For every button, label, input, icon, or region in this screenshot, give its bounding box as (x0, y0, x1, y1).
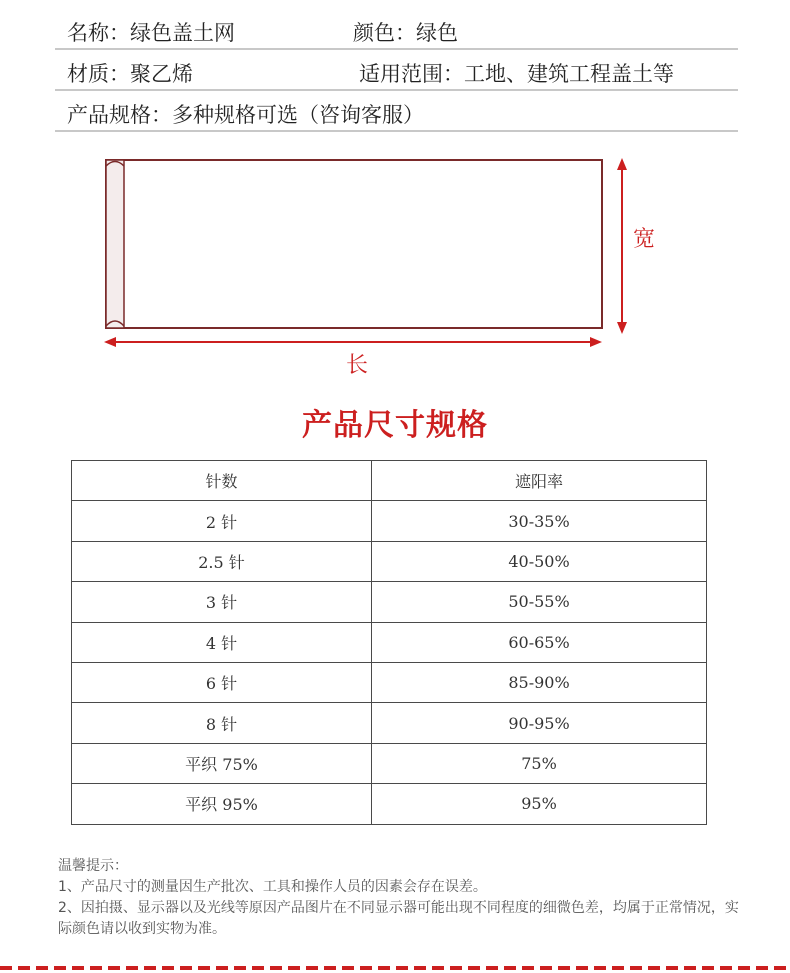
length-label: 长 (346, 353, 369, 378)
length-arrow-head-right (590, 337, 602, 347)
column-header-shade-rate: 遮阳率 (372, 461, 707, 501)
info-divider (55, 130, 738, 132)
note-line-1: 1、产品尺寸的测量因生产批次、工具和操作人员的因素会存在误差。 (58, 879, 487, 895)
section-title: 产品尺寸规格 (302, 408, 488, 443)
shade-rate-cell: 40-50% (372, 541, 707, 581)
info-row-3 (55, 97, 738, 133)
notes-title: 温馨提示： (58, 858, 128, 874)
shade-rate-cell: 50-55% (372, 582, 707, 622)
product-material: 材质：聚乙烯 (67, 62, 193, 86)
notes-section (58, 856, 748, 940)
length-arrow-head-left (104, 337, 116, 347)
table-row (72, 662, 707, 702)
bottom-dashed-border (0, 966, 790, 970)
needle-count-cell: 8 针 (72, 703, 372, 743)
table-row (72, 703, 707, 743)
info-divider (55, 48, 738, 50)
table-row (72, 784, 707, 824)
product-spec: 产品规格：多种规格可选（咨询客服） (67, 103, 424, 127)
width-arrow-head-bottom (617, 322, 627, 334)
spec-table (71, 460, 707, 825)
shade-rate-cell: 60-65% (372, 622, 707, 662)
table-row (72, 582, 707, 622)
width-arrow-head-top (617, 158, 627, 170)
table-row (72, 501, 707, 541)
shade-rate-cell: 30-35% (372, 501, 707, 541)
needle-count-cell: 2 针 (72, 501, 372, 541)
net-roll-illustration (0, 140, 790, 390)
size-diagram (0, 140, 790, 390)
needle-count-cell: 2.5 针 (72, 541, 372, 581)
info-row-1 (55, 15, 738, 51)
info-divider (55, 89, 738, 91)
info-row-2 (55, 56, 738, 92)
shade-rate-cell: 75% (372, 743, 707, 783)
product-color: 颜色：绿色 (353, 21, 458, 45)
shade-rate-cell: 90-95% (372, 703, 707, 743)
product-scope: 适用范围：工地、建筑工程盖土等 (359, 62, 674, 86)
table-header-row (72, 461, 707, 501)
table-row (72, 622, 707, 662)
note-line-2: 2、因拍摄、显示器以及光线等原因产品图片在不同显示器可能出现不同程度的细微色差，均属于正常情况，实际颜色请以收到实物为准。 (58, 900, 739, 937)
needle-count-cell: 3 针 (72, 582, 372, 622)
table-row (72, 541, 707, 581)
net-sheet-outline (106, 160, 602, 328)
needle-count-cell: 6 针 (72, 662, 372, 702)
needle-count-cell: 平织 75% (72, 743, 372, 783)
needle-count-cell: 4 针 (72, 622, 372, 662)
shade-rate-cell: 85-90% (372, 662, 707, 702)
needle-count-cell: 平织 95% (72, 784, 372, 824)
roll-tube (106, 160, 124, 328)
table-row (72, 743, 707, 783)
shade-rate-cell: 95% (372, 784, 707, 824)
column-header-needles: 针数 (72, 461, 372, 501)
product-name: 名称：绿色盖土网 (67, 21, 235, 45)
width-label: 宽 (633, 227, 656, 252)
